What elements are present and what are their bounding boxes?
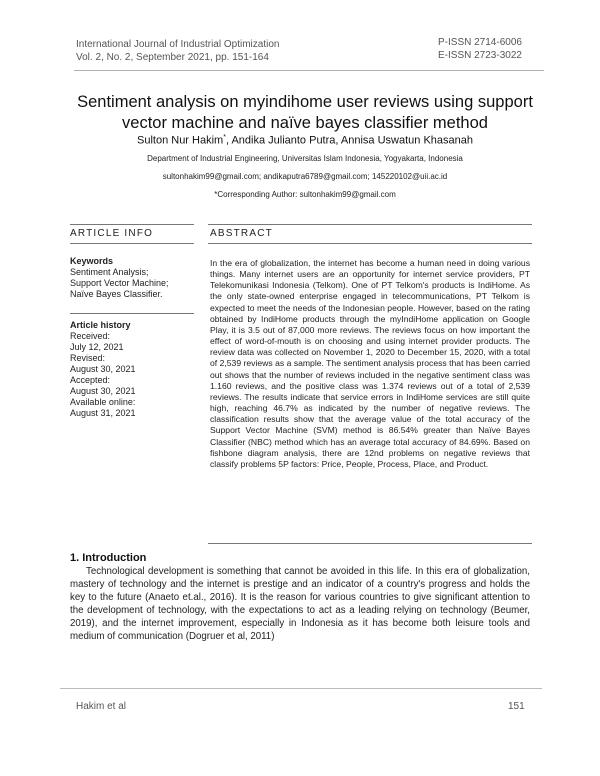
article-info-bottom-rule (70, 243, 194, 244)
introduction-paragraph: Technological development is something that cannot be avoided in this life. In this era of globalization, mastery of technology and the internet is prestige and an indicator of a country's progress and holds the key to the future (Anaeto et.al., 2016). It is the reason for various countries to give significant attention to the development of technology, with the expectations to act as a leading relying on technology (Beumer, 2019), and the internet improvement, especially in Indonesia as it has become both leisure tools and medium of communication (Dogruer et al, 2011) (70, 566, 530, 642)
history-divider (70, 313, 194, 314)
history-item: Available online: (70, 397, 136, 407)
history-item: August 30, 2021 (70, 386, 136, 396)
history-list (70, 331, 194, 419)
author-primary: Sulton Nur Hakim (137, 134, 224, 147)
history-item: Received: (70, 331, 111, 341)
p-issn: P-ISSN 2714-6006 (438, 37, 522, 48)
keywords-title: Keywords (70, 256, 114, 266)
keywords-list (70, 267, 194, 300)
history-item: August 31, 2021 (70, 408, 136, 418)
history-item: Revised: (70, 353, 106, 363)
author-emails: sultonhakim99@gmail.com; andikaputra6789@gmail.com; 145220102@uii.ac.id (162, 172, 448, 181)
footer-divider (60, 688, 542, 689)
keyword-item: Naïve Bayes Classifier. (70, 289, 163, 299)
journal-volume: Vol. 2, No. 2, September 2021, pp. 151-164 (76, 52, 269, 63)
page-number: 151 (508, 701, 525, 712)
journal-name: International Journal of Industrial Optimization (76, 39, 280, 50)
abstract-text: In the era of globalization, the internet has become a human need in doing various things. Many internet users are an opportunity for internet service providers, PT Telekomunikasi Indonesia (Telkom). One of PT Telkom's products is IndiHome. As the only state-owned enterprise engaged in telecommunications, PT Telkom is expected to meet the needs of the Indonesian people. However, based on the rating obtained by IndiHome products through the myIndiHome application on Google Play, it is 3.5 out of 87,000 more reviews. The reviews focus on how important the effect of word-of-mouth is on choosing and using internet provider products. The review data was collected on November 1, 2020 to December 15, 2020, with a total of 2,539 reviews as a sample. The sentiment analysis process that has been carried out shows that the number of reviews included in the negative sentiment class was 1.160 reviews, and the positive class was 1.374 reviews out of a total of 2,539 reviews. The results indicate that service errors in IndiHome services are still quite high, reaching 46.7% as indicated by the number of negative reviews. The classification results show that the average value of the total accuracy of the Support Vector Machine (SVM) method is 86.54% greater than Naïve Bayes Classifier (NBC) method which has an average total accuracy of 84.69%. Based on fishbone diagram analysis, there are 12nd problems on negative reviews that classify problems 5P factors: Price, People, Process, Place, and Product. (210, 258, 530, 469)
abstract-bottom-rule (208, 243, 532, 244)
abstract-end-rule (208, 543, 532, 544)
article-info-heading: ARTICLE INFO (70, 228, 154, 239)
authors (70, 131, 540, 148)
title-line-1: Sentiment analysis on myindihome user reviews using support (77, 93, 533, 111)
abstract-heading: ABSTRACT (210, 228, 273, 239)
keyword-item: Sentiment Analysis; (70, 267, 149, 277)
e-issn: E-ISSN 2723-3022 (438, 50, 522, 61)
paper-title (70, 92, 540, 134)
article-info-top-rule (70, 224, 194, 225)
footer-authors: Hakim et al (76, 701, 127, 712)
history-item: July 12, 2021 (70, 342, 124, 352)
history-item: August 30, 2021 (70, 364, 136, 374)
corresponding-mark: * (223, 134, 226, 141)
title-line-2: vector machine and naïve bayes classifier method (122, 114, 488, 132)
abstract-top-rule (208, 224, 532, 225)
section-heading-introduction: 1. Introduction (70, 552, 147, 564)
journal-header (76, 38, 279, 64)
history-item: Accepted: (70, 375, 111, 385)
author-others: , Andika Julianto Putra, Annisa Uswatun Khasanah (225, 134, 473, 147)
issn-block (438, 36, 522, 62)
header-divider (74, 70, 544, 71)
corresponding-author: *Corresponding Author: sultonhakim99@gmail.com (214, 190, 396, 199)
keyword-item: Support Vector Machine; (70, 278, 169, 288)
affiliation: Department of Industrial Engineering, Universitas Islam Indonesia, Yogyakarta, Indonesia (147, 154, 463, 163)
history-title: Article history (70, 320, 131, 330)
